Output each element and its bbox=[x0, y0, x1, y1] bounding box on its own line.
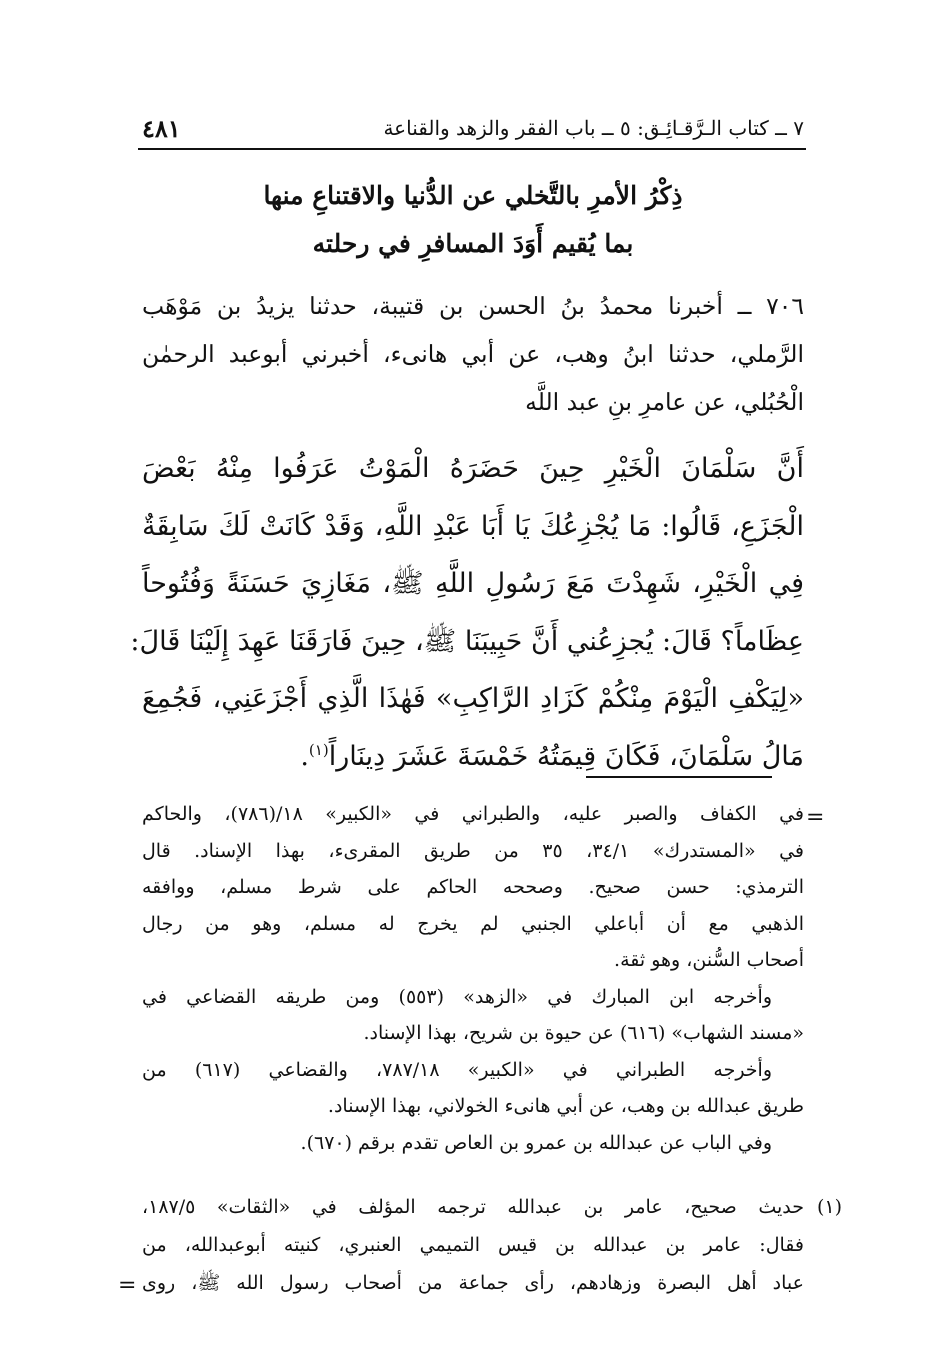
footnote-paragraph bbox=[142, 796, 804, 979]
chapter-heading-line-2: بما يُقيم أَوَدَ المسافرِ في رحلته bbox=[312, 229, 634, 258]
footnote-line: في «المستدرك» ٣٤/١، ٣٥ من طريق المقرىء، بهذا الإسناد. قال bbox=[142, 839, 805, 862]
page-number: ٤٨١ bbox=[142, 114, 181, 143]
footnote-1 bbox=[142, 1188, 842, 1302]
matn-line: الْجَزَعِ، قَالُوا: مَا يُجْزِعُكَ يَا أَبَا عَبْدِ اللَّهِ، وَقَدْ كَانَتْ لَكَ سَابِقَةٌ bbox=[142, 510, 804, 542]
footnotes-continued bbox=[142, 796, 804, 1161]
footnote-line: وفي الباب عن عبدالله بن عمرو بن العاص تقدم برقم (٦٧٠). bbox=[300, 1131, 772, 1154]
isnad-line: الْحُبُلي، عن عامرِ بنِ عبد اللَّه bbox=[525, 388, 804, 416]
footnote-line: طريق عبدالله بن وهب، عن أبي هانىء الخولاني، بهذا الإسناد. bbox=[327, 1095, 804, 1117]
footnote-line: الذهبي مع أن أباعلي الجنبي لم يخرج له مسلم، وهو من رجال bbox=[142, 912, 804, 935]
matn-end-period: . bbox=[300, 740, 309, 772]
footnote-line: وأخرجه ابن المبارك في «الزهد» (٥٥٣) ومن طريقه القضاعي في bbox=[142, 985, 772, 1008]
chapter-heading bbox=[142, 172, 804, 268]
matn-line: أَنَّ سَلْمَانَ الْخَيْرِ حِينَ حَضَرَهُ الْمَوْتُ عَرَفُوا مِنْهُ بَعْضَ bbox=[142, 453, 804, 484]
isnad-line: ٧٠٦ ــ أخبرنا محمدُ بنُ الحسن بن قتيبة، حدثنا يزيدُ بن مَوْهَب bbox=[142, 292, 804, 320]
footnote-paragraph bbox=[142, 1052, 804, 1125]
matn-line: فِي الْخَيْرِ، شَهِدْتَ مَعَ رَسُولِ اللَّهِ ﷺ، مَغَازِيَ حَسَنَةً وَفُتُوحاً bbox=[142, 568, 804, 599]
footnote-reference[interactable]: (١) bbox=[308, 740, 329, 759]
header-title: ٧ ــ كتاب الـرَّقـائِـق: ٥ ــ باب الفقر والزهد والقناعة bbox=[383, 116, 804, 140]
footnote-paragraph bbox=[142, 1125, 804, 1162]
footnote-number: (١) bbox=[816, 1196, 842, 1218]
footnote-line: وأخرجه الطبراني في «الكبير» ٧٨٧/١٨، والقضاعي (٦١٧) من bbox=[142, 1058, 772, 1081]
footnote-paragraph bbox=[142, 979, 804, 1052]
isnad-line: الرَّملي، حدثنا ابنُ وهب، عن أبي هانىء، أخبرني أبوعبد الرحمٰن bbox=[142, 340, 804, 368]
matn-line: عِظَاماً؟ قَالَ: يُجزِعُني أَنَّ حَبِيبَنَا ﷺ، حِينَ فَارَقَنَا عَهِدَ إِلَيْنَا قَالَ: bbox=[130, 625, 804, 657]
footnote-line: الترمذي: حسن صحيح. وصححه الحاكم على شرط مسلم، ووافقه bbox=[142, 876, 804, 898]
footnote-separator bbox=[586, 776, 772, 778]
running-header bbox=[142, 112, 804, 146]
footnote-line: «مسند الشهاب» (٦١٦) عن حيوة بن شريح، بهذا الإسناد. bbox=[363, 1022, 804, 1044]
continuation-mark: = bbox=[806, 805, 825, 830]
hadith-isnad bbox=[142, 282, 804, 426]
matn-line-text: مَالُ سَلْمَانَ، فَكَانَ قِيمَتُهُ خَمْسَةَ عَشَرَ دِينَاراً bbox=[328, 740, 804, 772]
footnote-line: في الكفاف والصبر عليه، والطبراني في «الكبير» ١٨/(٧٨٦)، والحاكم bbox=[142, 803, 804, 825]
hadith-matn bbox=[130, 440, 804, 785]
footnote-line: فقال: عامر بن عبدالله بن قيس التميمي العنبري، كنيته أبوعبدالله، من bbox=[142, 1234, 804, 1256]
footnote-line: حديث صحيح، عامر بن عبدالله ترجمه المؤلف في «الثقات» ١٨٧/٥، bbox=[142, 1196, 804, 1218]
continuation-mark: = bbox=[118, 1273, 137, 1298]
footnote-line: أصحاب السُّنن، وهو ثقة. bbox=[614, 949, 804, 971]
footnote-line: عباد أهل البصرة وزهادهم، رأى جماعة من أصحاب رسول الله ﷺ، روى bbox=[142, 1272, 804, 1294]
chapter-heading-line-1: ذِكْرُ الأمرِ بالتَّخلي عن الدُّنيا والاقتناعِ منها bbox=[263, 181, 683, 210]
matn-line: «لِيَكْفِ الْيَوْمَ مِنْكُمْ كَزَادِ الرَّاكِبِ» فَهٰذَا الَّذِي أَجْزَعَنِي، فَجُمِعَ bbox=[142, 683, 804, 714]
header-rule bbox=[138, 148, 806, 150]
